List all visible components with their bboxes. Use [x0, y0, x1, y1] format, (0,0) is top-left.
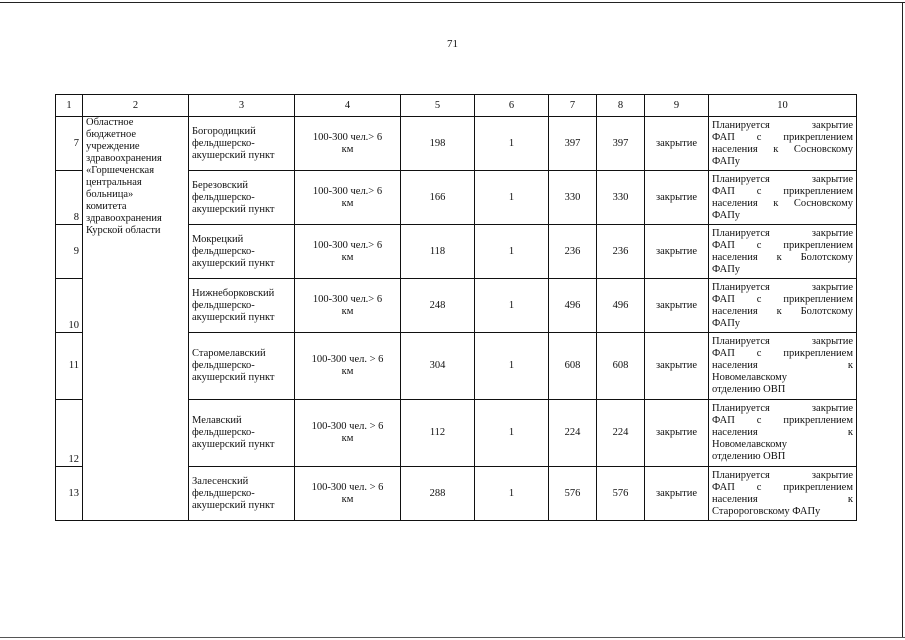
- value-cell-c6: 1: [475, 400, 549, 467]
- cell-line: 100-300 чел. > 6: [311, 421, 384, 432]
- note-word: закрытие: [811, 281, 853, 293]
- page-number: 71: [447, 38, 458, 50]
- note-word: к: [776, 305, 782, 317]
- note-word: ФАПу: [712, 209, 741, 221]
- note-line: [712, 482, 853, 494]
- value-cell-c6: 1: [475, 117, 549, 171]
- value-cell-c6: 1: [475, 225, 549, 279]
- cell-line: акушерский пункт: [192, 257, 275, 269]
- value-cell-c9: закрытие: [645, 279, 709, 333]
- cell-line: 100-300 чел.> 6: [312, 185, 383, 197]
- cell-line: здравоохранения: [86, 153, 162, 164]
- value-cell-c7: 608: [549, 333, 597, 400]
- value-cell-c8: 330: [597, 171, 645, 225]
- note-word: ФАПу: [712, 317, 741, 329]
- value-cell-c5: 118: [401, 225, 475, 279]
- value-cell-c5: 198: [401, 117, 475, 171]
- note-word: Планируется: [712, 281, 770, 293]
- value-cell-c7: 397: [549, 117, 597, 171]
- cell-line: фельдшерско-: [192, 487, 255, 499]
- note-word: населения: [712, 427, 758, 438]
- cell-line: 100-300 чел.> 6: [312, 131, 383, 143]
- note-cell: [709, 400, 857, 467]
- note-word: населения: [712, 251, 758, 263]
- note-word: с: [756, 348, 762, 359]
- cell-line: фельдшерско-: [192, 245, 255, 257]
- note-word: Планируется: [712, 403, 770, 414]
- cell-line: Богородицкий: [192, 125, 256, 137]
- note-word: к: [773, 143, 779, 155]
- note-line: [712, 132, 853, 144]
- value-cell-c6: 1: [475, 279, 549, 333]
- row-number-cell: 9: [56, 225, 83, 279]
- note-line: [712, 494, 853, 506]
- value-cell-c6: 1: [475, 333, 549, 400]
- note-word: закрытие: [811, 403, 853, 414]
- cell-line: км: [341, 493, 354, 505]
- cell-line: км: [341, 251, 354, 263]
- cell-line: акушерский пункт: [192, 149, 275, 161]
- note-word: с: [756, 481, 762, 493]
- note-line: [712, 144, 853, 156]
- note-word: населения: [712, 143, 758, 155]
- note-word: Планируется: [712, 173, 770, 185]
- note-line: [712, 451, 853, 463]
- note-line: [712, 282, 853, 294]
- facility-name-cell: [189, 279, 295, 333]
- cell-line: «Горшеченская: [86, 165, 155, 176]
- cell-line: фельдшерско-: [192, 360, 255, 371]
- value-cell-c5: 112: [401, 400, 475, 467]
- note-word: населения: [712, 305, 758, 317]
- note-line: [712, 186, 853, 198]
- cell-line: Мокрецкий: [192, 233, 244, 245]
- cell-line: центральная: [86, 177, 142, 188]
- header-cell: 5: [401, 95, 475, 117]
- header-cell: 8: [597, 95, 645, 117]
- note-line: [712, 506, 853, 518]
- row-number-cell: 7: [56, 117, 83, 171]
- note-cell: [709, 279, 857, 333]
- note-line: [712, 210, 853, 222]
- value-cell-c9: закрытие: [645, 225, 709, 279]
- note-line: [712, 306, 853, 318]
- cell-line: км: [341, 197, 354, 209]
- row-number-cell: 12: [56, 400, 83, 467]
- cell-line: Залесенский: [192, 475, 249, 487]
- note-word: Новомелавскому: [712, 439, 788, 450]
- cell-line: здравоохранения: [86, 213, 162, 224]
- cell-line: км: [341, 305, 354, 317]
- note-word: с: [756, 239, 762, 251]
- cell-line: 100-300 чел. > 6: [311, 481, 384, 493]
- value-cell-c7: 224: [549, 400, 597, 467]
- note-word: ФАП: [712, 131, 735, 143]
- cell-line: фельдшерско-: [192, 191, 255, 203]
- value-cell-c5: 248: [401, 279, 475, 333]
- facility-name-cell: [189, 333, 295, 400]
- note-line: [712, 372, 853, 384]
- population-distance-cell: [295, 467, 401, 521]
- value-cell-c9: закрытие: [645, 467, 709, 521]
- note-word: закрытие: [811, 173, 853, 185]
- page-border-top: [0, 2, 905, 3]
- value-cell-c6: 1: [475, 467, 549, 521]
- note-line: [712, 360, 853, 372]
- header-cell: 2: [83, 95, 189, 117]
- facility-name-cell: [189, 467, 295, 521]
- note-word: прикреплением: [783, 293, 853, 305]
- note-line: [712, 156, 853, 168]
- note-word: ФАП: [712, 185, 735, 197]
- note-word: к: [847, 427, 853, 438]
- note-line: [712, 384, 853, 396]
- note-line: [712, 252, 853, 264]
- facility-name-cell: [189, 117, 295, 171]
- value-cell-c7: 496: [549, 279, 597, 333]
- facility-name-cell: [189, 171, 295, 225]
- cell-line: бюджетное: [86, 129, 137, 140]
- note-line: [712, 403, 853, 415]
- value-cell-c8: 224: [597, 400, 645, 467]
- value-cell-c8: 608: [597, 333, 645, 400]
- note-word: с: [756, 131, 762, 143]
- note-word: закрытие: [811, 469, 853, 481]
- cell-line: больница»: [86, 189, 134, 200]
- cell-line: Старомелавский: [192, 348, 266, 359]
- note-word: Планируется: [712, 227, 770, 239]
- facility-name-cell: [189, 225, 295, 279]
- cell-line: комитета: [86, 201, 127, 212]
- note-word: прикреплением: [783, 131, 853, 143]
- cell-line: Курской области: [86, 225, 161, 236]
- note-word: населения: [712, 360, 758, 371]
- note-word: населения: [712, 493, 758, 505]
- cell-line: 100-300 чел. > 6: [311, 354, 384, 365]
- note-word: Новомелавскому: [712, 372, 788, 383]
- note-word: ФАП: [712, 481, 735, 493]
- row-number-cell: 13: [56, 467, 83, 521]
- note-word: отделению ОВП: [712, 451, 786, 462]
- note-line: [712, 427, 853, 439]
- note-word: ФАПу: [712, 155, 741, 167]
- header-cell: 1: [56, 95, 83, 117]
- note-line: [712, 318, 853, 330]
- value-cell-c5: 166: [401, 171, 475, 225]
- note-word: Старороговскому ФАПу: [712, 505, 821, 517]
- note-word: ФАП: [712, 293, 735, 305]
- note-line: [712, 120, 853, 132]
- note-word: прикреплением: [783, 481, 853, 493]
- note-word: Планируется: [712, 336, 770, 347]
- value-cell-c8: 236: [597, 225, 645, 279]
- note-word: прикреплением: [783, 348, 853, 359]
- cell-line: Нижнеборковский: [192, 287, 275, 299]
- note-word: прикреплением: [783, 185, 853, 197]
- note-word: с: [756, 415, 762, 426]
- note-line: [712, 348, 853, 360]
- cell-line: км: [341, 433, 354, 444]
- facility-name-cell: [189, 400, 295, 467]
- note-word: прикреплением: [783, 239, 853, 251]
- value-cell-c9: закрытие: [645, 171, 709, 225]
- value-cell-c7: 236: [549, 225, 597, 279]
- note-line: [712, 470, 853, 482]
- population-distance-cell: [295, 279, 401, 333]
- cell-line: фельдшерско-: [192, 299, 255, 311]
- cell-line: 100-300 чел.> 6: [312, 293, 383, 305]
- note-word: к: [773, 197, 779, 209]
- note-cell: [709, 333, 857, 400]
- cell-line: км: [341, 366, 354, 377]
- cell-line: 100-300 чел.> 6: [312, 239, 383, 251]
- cell-line: фельдшерско-: [192, 137, 255, 149]
- value-cell-c8: 397: [597, 117, 645, 171]
- cell-line: акушерский пункт: [192, 439, 275, 450]
- population-distance-cell: [295, 117, 401, 171]
- note-word: Планируется: [712, 119, 770, 131]
- note-word: отделению ОВП: [712, 384, 786, 395]
- population-distance-cell: [295, 400, 401, 467]
- note-word: населения: [712, 197, 758, 209]
- value-cell-c9: закрытие: [645, 333, 709, 400]
- row-number-cell: 10: [56, 279, 83, 333]
- note-line: [712, 439, 853, 451]
- header-cell: 7: [549, 95, 597, 117]
- note-line: [712, 415, 853, 427]
- cell-line: фельдшерско-: [192, 427, 255, 438]
- institution-cell: [83, 117, 189, 521]
- note-word: закрытие: [811, 336, 853, 347]
- header-cell: 4: [295, 95, 401, 117]
- note-word: прикреплением: [783, 415, 853, 426]
- note-word: ФАП: [712, 239, 735, 251]
- note-word: Болотскому: [800, 251, 853, 263]
- page-border-right: [902, 2, 903, 638]
- note-word: закрытие: [811, 119, 853, 131]
- note-line: [712, 174, 853, 186]
- cell-line: Березовский: [192, 179, 248, 191]
- note-word: ФАП: [712, 415, 735, 426]
- note-word: к: [776, 251, 782, 263]
- note-word: Сосновскому: [793, 143, 853, 155]
- value-cell-c8: 496: [597, 279, 645, 333]
- cell-line: акушерский пункт: [192, 499, 275, 511]
- note-word: ФАПу: [712, 263, 741, 275]
- note-line: [712, 228, 853, 240]
- note-line: [712, 240, 853, 252]
- value-cell-c9: закрытие: [645, 400, 709, 467]
- note-word: Болотскому: [800, 305, 853, 317]
- header-cell: 6: [475, 95, 549, 117]
- note-word: закрытие: [811, 227, 853, 239]
- note-word: Сосновскому: [793, 197, 853, 209]
- note-line: [712, 336, 853, 348]
- page-border-bottom: [0, 637, 905, 638]
- note-cell: [709, 225, 857, 279]
- cell-line: Мелавский: [192, 415, 242, 426]
- value-cell-c7: 330: [549, 171, 597, 225]
- note-cell: [709, 117, 857, 171]
- value-cell-c7: 576: [549, 467, 597, 521]
- value-cell-c5: 304: [401, 333, 475, 400]
- value-cell-c9: закрытие: [645, 117, 709, 171]
- value-cell-c5: 288: [401, 467, 475, 521]
- header-cell: 10: [709, 95, 857, 117]
- cell-line: учреждение: [86, 141, 140, 152]
- row-number-cell: 8: [56, 171, 83, 225]
- cell-line: Областное: [86, 117, 134, 128]
- note-line: [712, 294, 853, 306]
- header-cell: 9: [645, 95, 709, 117]
- header-cell: 3: [189, 95, 295, 117]
- value-cell-c8: 576: [597, 467, 645, 521]
- population-distance-cell: [295, 225, 401, 279]
- table-header-row: [56, 95, 857, 117]
- value-cell-c6: 1: [475, 171, 549, 225]
- note-word: с: [756, 185, 762, 197]
- population-distance-cell: [295, 333, 401, 400]
- cell-line: акушерский пункт: [192, 372, 275, 383]
- note-cell: [709, 171, 857, 225]
- note-line: [712, 264, 853, 276]
- note-word: к: [847, 360, 853, 371]
- note-word: ФАП: [712, 348, 735, 359]
- table-row: [56, 117, 857, 171]
- note-word: к: [847, 493, 853, 505]
- note-word: с: [756, 293, 762, 305]
- facilities-table: [55, 94, 857, 521]
- note-cell: [709, 467, 857, 521]
- cell-line: акушерский пункт: [192, 311, 275, 323]
- note-line: [712, 198, 853, 210]
- note-word: Планируется: [712, 469, 770, 481]
- row-number-cell: 11: [56, 333, 83, 400]
- cell-line: км: [341, 143, 354, 155]
- cell-line: акушерский пункт: [192, 203, 275, 215]
- population-distance-cell: [295, 171, 401, 225]
